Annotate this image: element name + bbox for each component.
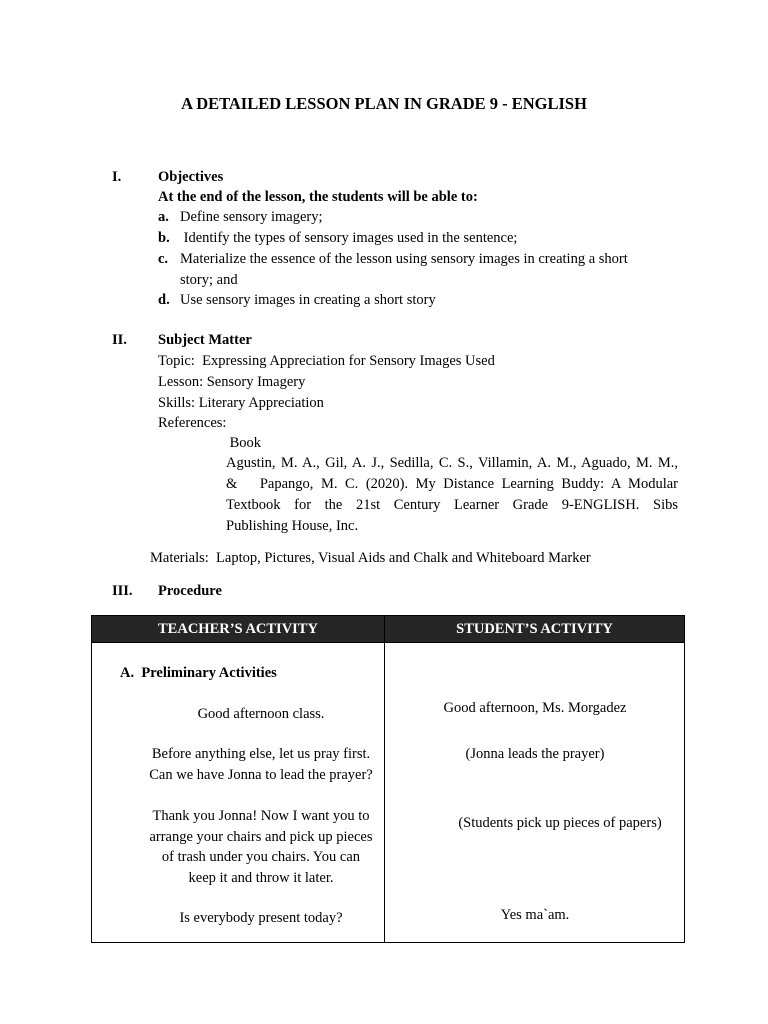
- page-title: A DETAILED LESSON PLAN IN GRADE 9 - ENGLISH: [181, 94, 587, 113]
- activity-table-header-row: [92, 616, 685, 643]
- teacher-chairs-line1: Thank you Jonna! Now I want you to: [152, 808, 370, 824]
- student-greeting: Good afternoon, Ms. Morgadez: [443, 700, 627, 716]
- activity-table: [91, 615, 685, 943]
- materials-line: Materials: Laptop, Pictures, Visual Aids and Chalk and Whiteboard Marker: [150, 550, 591, 566]
- objective-letter-c: c.: [158, 251, 169, 267]
- lesson-line: Lesson: Sensory Imagery: [158, 374, 306, 390]
- teacher-chairs-line4: keep it and throw it later.: [188, 870, 334, 886]
- teacher-activity-header: TEACHER’S ACTIVITY: [92, 616, 385, 643]
- teacher-attendance: Is everybody present today?: [179, 910, 343, 926]
- teacher-greeting: Good afternoon class.: [197, 706, 325, 722]
- section-numeral-subject-matter: II.: [112, 332, 127, 348]
- book-label: Book: [226, 435, 262, 451]
- reference-line-2: & Papango, M. C. (2020). My Distance Learning Buddy: A Modular: [226, 476, 678, 492]
- activity-table-row: [92, 643, 685, 943]
- objectives-intro: At the end of the lesson, the students will be able to:: [158, 189, 478, 205]
- procedure-heading: Procedure: [158, 583, 222, 599]
- student-answer: Yes ma`am.: [500, 907, 570, 923]
- teacher-pray-line1: Before anything else, let us pray first.: [151, 746, 371, 762]
- reference-line-3: Textbook for the 21st Century Learner Grade 9-ENGLISH. Sibs: [226, 497, 678, 513]
- section-numeral-objectives: I.: [112, 169, 122, 185]
- student-activity-header: STUDENT’S ACTIVITY: [385, 616, 685, 643]
- topic-line: Topic: Expressing Appreciation for Sensory Images Used: [158, 353, 495, 369]
- preliminary-activities-heading: A. Preliminary Activities: [120, 665, 277, 681]
- objectives-heading: Objectives: [158, 169, 224, 185]
- student-activity-cell: [385, 643, 685, 943]
- objective-item-b: Identify the types of sensory images used in the sentence;: [180, 230, 518, 246]
- objective-item-c-line2: story; and: [180, 272, 238, 288]
- section-numeral-procedure: III.: [112, 583, 133, 599]
- teacher-chairs-line2: arrange your chairs and pick up pieces: [149, 829, 373, 845]
- reference-line-4: Publishing House, Inc.: [226, 518, 359, 534]
- reference-citation: [226, 453, 678, 537]
- teacher-chairs-line3: of trash under you chairs. You can: [161, 849, 361, 865]
- objective-item-d: Use sensory images in creating a short story: [180, 292, 436, 308]
- objective-item-a: Define sensory imagery;: [180, 209, 323, 225]
- references-label: References:: [158, 415, 227, 431]
- objective-letter-a: a.: [158, 209, 169, 225]
- objective-letter-b: b.: [158, 230, 170, 246]
- objective-item-c-line1: Materialize the essence of the lesson using sensory images in creating a short: [180, 251, 628, 267]
- reference-line-1: Agustin, M. A., Gil, A. J., Sedilla, C. S., Villamin, A. M., Aguado, M. M.,: [226, 455, 678, 471]
- skills-line: Skills: Literary Appreciation: [158, 395, 324, 411]
- student-papers: (Students pick up pieces of papers): [458, 815, 662, 831]
- subject-matter-heading: Subject Matter: [158, 332, 252, 348]
- teacher-pray-line2: Can we have Jonna to lead the prayer?: [149, 767, 373, 783]
- teacher-activity-cell: [92, 643, 385, 943]
- student-prayer: (Jonna leads the prayer): [465, 746, 605, 762]
- objective-letter-d: d.: [158, 292, 170, 308]
